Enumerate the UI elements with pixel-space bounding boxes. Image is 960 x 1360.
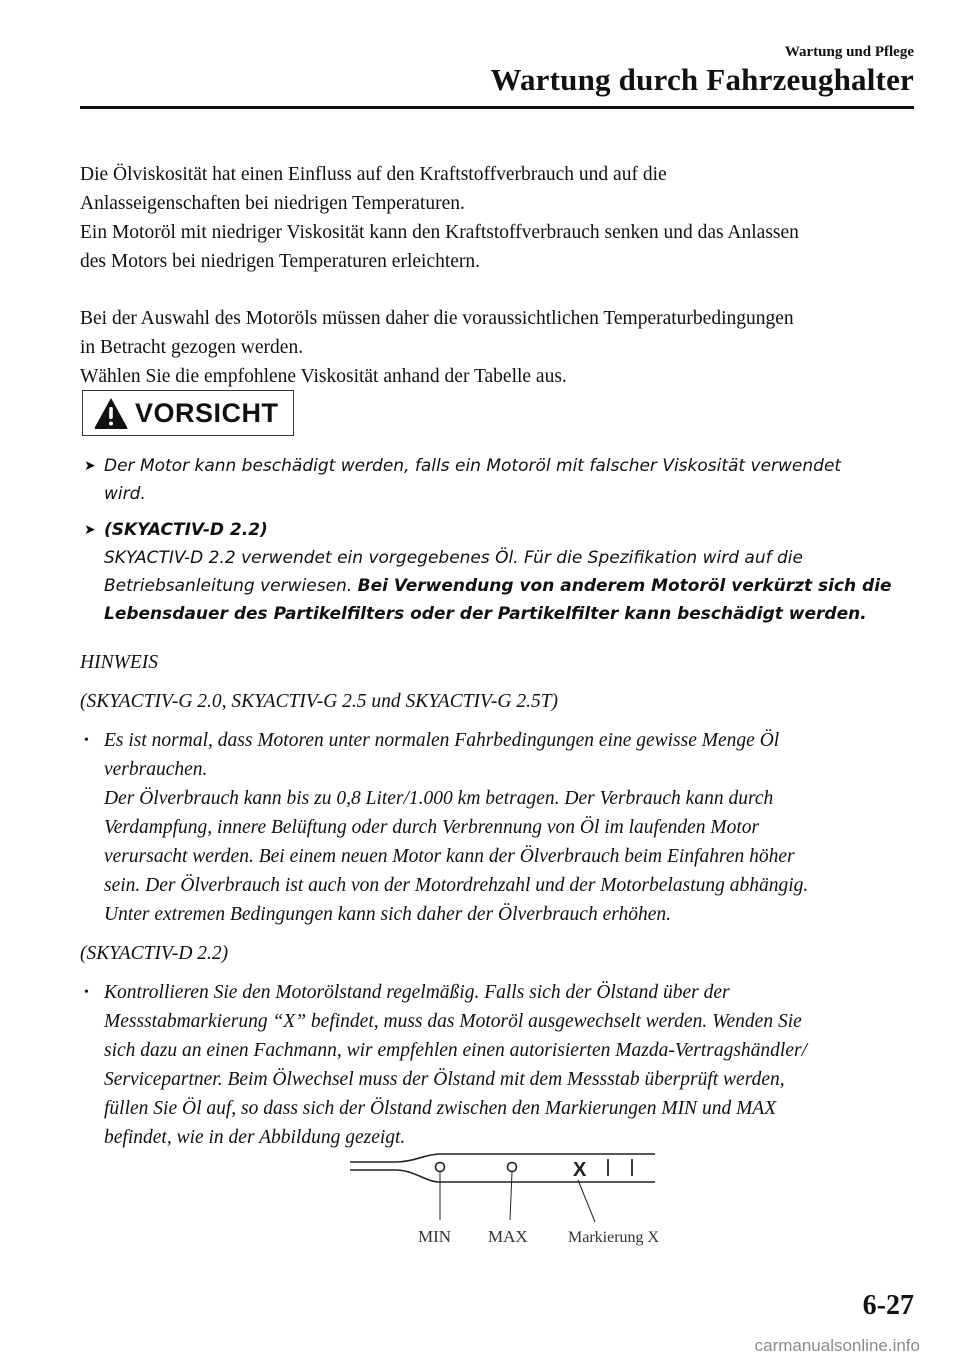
text-line: Die Ölviskosität hat einen Einfluss auf den Kraftstoffverbrauch und auf die [80,164,667,185]
note-section [80,648,920,1162]
text-line: Messstabmarkierung “X” befindet, muss das Motoröl ausgewechselt werden. Wenden Sie [104,1011,802,1032]
max-leader-line [510,1172,512,1220]
list-item [80,726,920,929]
text-line: in Betracht gezogen werden. [80,337,304,358]
text-line: Der Motor kann beschädigt werden, falls ein Motoröl mit falscher Viskosität verwendet [104,456,842,476]
note-subheading: (SKYACTIV-D 2.2) [80,943,229,964]
caution-list [84,452,904,636]
text-line: wird. [104,484,146,504]
intro-text [80,160,920,391]
text-line: Anlasseigenschaften bei niedrigen Temperaturen. [80,193,465,214]
text-line: Kontrollieren Sie den Motorölstand regelmäßig. Falls sich der Ölstand über der [104,982,730,1003]
min-label: MIN [418,1227,452,1246]
text-line: Ein Motoröl mit niedriger Viskosität kann den Kraftstoffverbrauch senken und das Anlassen [80,222,799,243]
dipstick-diagram [320,1152,690,1252]
header-divider [80,106,914,109]
text-line: sich dazu an einen Fachmann, wir empfehlen einen autorisierten Mazda-Vertragshändler/ [104,1040,807,1061]
text-line: Unter extremen Bedingungen kann sich daher der Ölverbrauch erhöhen. [104,904,671,925]
x-mark-label: X [573,1159,587,1181]
watermark-text: carmanualsonline.info [754,1336,920,1355]
list-item [80,978,920,1152]
text-line: sein. Der Ölverbrauch ist auch von der Motordrehzahl und der Motorbelastung abhängig. [104,875,809,896]
arrow-bullet-icon: ➤ [84,522,96,538]
text-line: des Motors bei niedrigen Temperaturen erleichtern. [80,251,481,272]
min-mark-icon [436,1163,445,1172]
text-line: Der Ölverbrauch kann bis zu 0,8 Liter/1.000 km betragen. Der Verbrauch kann durch [104,788,774,809]
text-line: Verdampfung, innere Belüftung oder durch Verbrennung von Öl im laufenden Motor [104,817,760,838]
text-line: Es ist normal, dass Motoren unter normalen Fahrbedingungen eine gewisse Menge Öl [104,730,780,751]
text-line: Servicepartner. Beim Ölwechsel muss der Ölstand mit dem Messstab überprüft werden, [104,1069,785,1090]
caution-label: VORSICHT [135,397,279,428]
note-heading: HINWEIS [80,652,158,673]
max-label: MAX [488,1227,528,1246]
dipstick-shape [350,1154,655,1182]
text-line: verursacht werden. Bei einem neuen Motor kann der Ölverbrauch beim Einfahren höher [104,846,795,867]
text-line: verbrauchen. [104,759,208,780]
text-line: Betriebsanleitung verwiesen. Bei Verwendung von anderem Motoröl verkürzt sich die [104,576,892,596]
x-leader-line [578,1180,595,1222]
caution-label-box [82,390,294,436]
x-mark-caption: Markierung X [568,1229,660,1246]
text-line: Wählen Sie die empfohlene Viskosität anhand der Tabelle aus. [80,366,567,387]
bullet-dot-icon: • [84,985,89,1000]
text-line: Bei der Auswahl des Motoröls müssen daher die voraussichtlichen Temperaturbedingungen [80,308,794,329]
caution-item [84,516,904,628]
text-line: befindet, wie in der Abbildung gezeigt. [104,1127,406,1148]
page-number: 6-27 [862,1290,914,1321]
arrow-bullet-icon: ➤ [84,458,96,474]
text-line: Lebensdauer des Partikelfilters oder der Partikelfilter kann beschädigt werden. [104,604,867,624]
page-title: Wartung durch Fahrzeughalter [490,62,914,97]
caution-item [84,452,904,508]
note-subheading: (SKYACTIV-G 2.0, SKYACTIV-G 2.5 und SKYACTIV-G 2.5T) [80,691,559,712]
section-title: Wartung und Pflege [784,44,914,60]
caution-item-title: (SKYACTIV-D 2.2) [104,520,268,540]
text-line: SKYACTIV-D 2.2 verwendet ein vorgegebenes Öl. Für die Spezifikation wird auf die [104,548,803,568]
bullet-dot-icon: • [84,733,89,748]
max-mark-icon [508,1163,517,1172]
text-line: füllen Sie Öl auf, so dass sich der Ölstand zwischen den Markierungen MIN und MAX [104,1098,777,1119]
warning-triangle-icon [93,396,129,430]
